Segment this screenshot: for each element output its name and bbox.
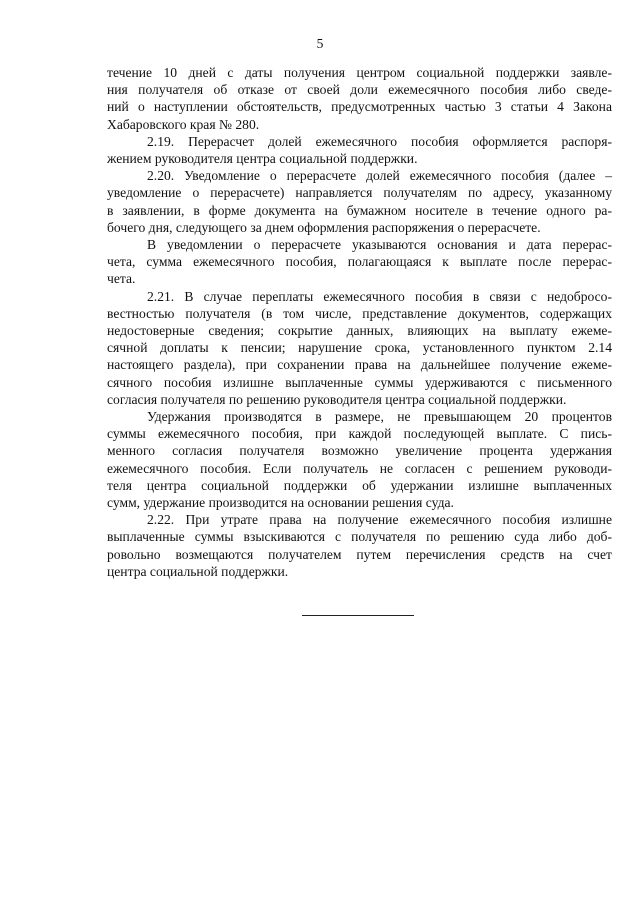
text-line: ний о наступлении обстоятельств, предусмотренных частью 3 статьи 4 Закона — [107, 99, 612, 115]
text-line: ежемесячного пособия. Если получатель не согласен с решением руководи- — [107, 460, 612, 476]
text-line: Хабаровского края № 280. — [107, 116, 260, 132]
text-line: согласия получателя по решению руководителя центра социальной поддержки. — [107, 391, 567, 407]
paragraph — [107, 133, 612, 167]
text-line: центра социальной поддержки. — [107, 563, 289, 579]
text-line: ровольно возмещаются получателем путем перечисления средств на счет — [107, 546, 612, 562]
text-line: чета, сумма ежемесячного пособия, полагающаяся к выплате после перерас- — [107, 254, 612, 270]
text-line: Удержания производятся в размере, не превышающем 20 процентов — [147, 409, 612, 425]
paragraph — [107, 167, 612, 236]
text-line: суммы ежемесячного пособия, при каждой последующей выплате. С пись- — [107, 426, 612, 442]
text-line: недостоверные сведения; сокрытие данных, влияющих на выплату ежеме- — [107, 323, 612, 339]
text-line: В уведомлении о перерасчете указываются основания и дата перерас- — [147, 237, 612, 253]
text-line: бочего дня, следующего за днем оформления распоряжения о перерасчете. — [107, 219, 541, 235]
text-line: жением руководителя центра социальной поддержки. — [107, 151, 418, 167]
text-line: настоящего раздела), при сохранении права на дальнейшее получение ежеме- — [107, 357, 612, 373]
text-line: менного согласия получателя возможно увеличение процента удержания — [107, 443, 612, 459]
text-line: уведомление о перерасчете) направляется получателям по адресу, указанному — [107, 185, 612, 201]
separator-line — [302, 615, 414, 616]
paragraph — [107, 64, 612, 133]
text-line: вестностью получателя (в том числе, представление документов, содержащих — [107, 305, 612, 321]
paragraph — [107, 236, 612, 288]
text-line: течение 10 дней с даты получения центром социальной поддержки заявле- — [107, 65, 612, 80]
paragraph — [107, 511, 612, 580]
paragraph — [107, 408, 612, 511]
paragraph — [107, 288, 612, 408]
page-number: 5 — [316, 36, 324, 51]
text-line: ния получателя об отказе от своей доли ежемесячного пособия либо сведе- — [107, 82, 612, 98]
text-line: выплаченные суммы взыскиваются с получателя по решению суда либо доб- — [107, 529, 612, 545]
text-line: сумм, удержание производится на основании решения суда. — [107, 495, 454, 511]
text-line: 2.21. В случае переплаты ежемесячного пособия в связи с недобросо- — [147, 288, 612, 304]
text-line: сячной доплаты к пенсии; нарушение срока, установленного пунктом 2.14 — [107, 340, 612, 356]
text-line: в заявлении, в форме документа на бумажном носителе в течение одного ра- — [107, 202, 612, 218]
text-line: теля центра социальной поддержки об удержании излишне выплаченных — [107, 477, 612, 493]
document-body — [107, 64, 612, 580]
text-line: 2.19. Перерасчет долей ежемесячного пособия оформляется распоря- — [147, 133, 612, 149]
text-line: сячного пособия излишне выплаченные суммы удерживаются с письменного — [107, 374, 612, 390]
text-line: 2.20. Уведомление о перерасчете долей ежемесячного пособия (далее – — [147, 168, 612, 184]
text-line: чета. — [107, 271, 136, 287]
text-line: 2.22. При утрате права на получение ежемесячного пособия излишне — [147, 512, 612, 528]
